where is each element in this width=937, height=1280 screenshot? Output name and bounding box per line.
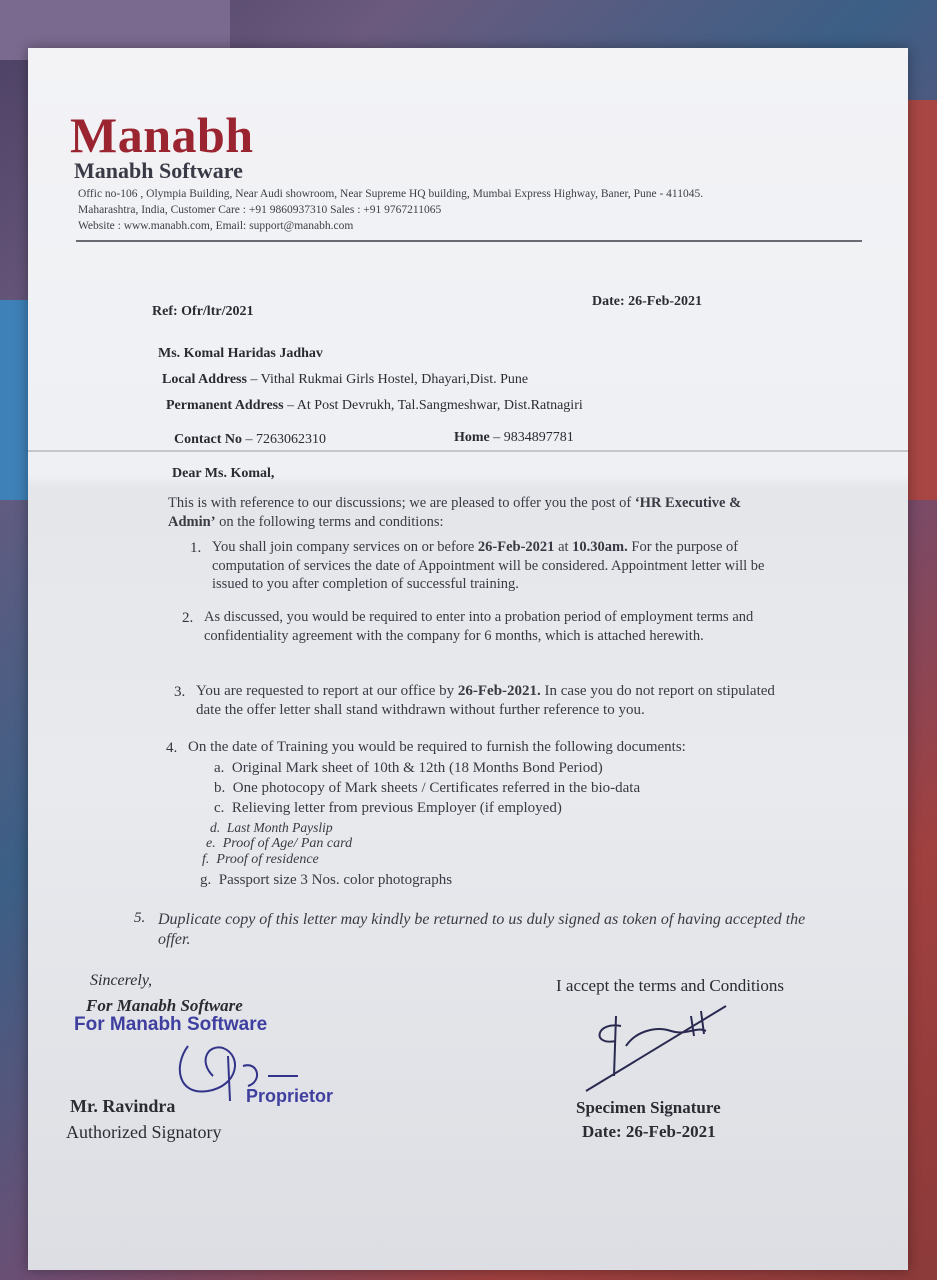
document-item [214,760,603,777]
contact-label: Contact No [174,432,243,447]
term-item-documents: On the date of Training you would be required to furnish the following documents: [188,739,686,755]
item-number: 4. [166,740,178,756]
document-letter: d. [210,820,221,835]
contact-value: – 7263062310 [242,432,327,447]
document-text: One photocopy of Mark sheets / Certificates referred in the bio-data [232,780,641,796]
address-line: Offic no-106 , Olympia Building, Near Audi showroom, Near Supreme HQ building, Mumbai Express Highway, Baner, Pune - 411045. [78,188,704,200]
joining-time: 10.30am. [572,539,628,555]
item-number: 1. [190,540,202,556]
intro-text: This is with reference to our discussions; we are pleased to offer you the post of [168,495,635,511]
recipient-name: Ms. Komal Haridas Jadhav [158,346,323,361]
signatory-name: Mr. Ravindra [70,1096,176,1116]
contact-line: Maharashtra, India, Customer Care : +91 9860937310 Sales : +91 9767211065 [78,204,442,216]
document-letter: c. [214,800,225,816]
document-letter: e. [206,836,216,851]
offer-letter-page [28,48,908,1270]
document-text: Last Month Payslip [226,820,333,835]
local-address [162,372,528,388]
document-text: Proof of Age/ Pan card [222,836,353,851]
signatory-role: Authorized Signatory [66,1122,222,1142]
for-company: For Manabh Software [86,996,243,1015]
item-number: 2. [182,610,194,626]
item-number: 3. [174,684,186,700]
intro-paragraph [168,494,778,531]
specimen-signature-label: Specimen Signature [576,1098,721,1117]
report-date: 26-Feb-2021. [457,683,541,699]
job-title: ‘HR Executive & Admin’ [168,495,742,530]
term-text: In case you do not report on stipulated date the offer letter shall stand withdrawn without further reference to you. [196,683,775,718]
local-address-value: – Vithal Rukmai Girls Hostel, Dhayari,Dist. Pune [246,372,529,387]
permanent-address-label: Permanent Address [166,398,284,413]
document-item [214,800,562,817]
company-logo: Manabh [70,107,254,163]
term-item-duplicate: Duplicate copy of this letter may kindly be returned to us duly signed as token of having accepted the offer. [158,911,806,948]
permanent-address [166,398,583,414]
term-item-joining [212,538,782,594]
header-divider [76,240,862,242]
document-letter: f. [202,852,210,867]
sincerely: Sincerely, [90,972,153,989]
document-text: Proof of residence [216,852,319,867]
document-item [202,852,319,868]
specimen-date: Date: 26-Feb-2021 [582,1122,716,1141]
home-value: – 9834897781 [489,430,574,445]
document-item [206,836,352,852]
term-item-probation: As discussed, you would be required to enter into a probation period of employment terms and confidentiality agreement with the company for 6 months, which is attached herewith. [204,609,754,644]
stamp-proprietor: Proprietor [246,1086,334,1106]
intro-text-end: on the following terms and conditions: [215,513,444,530]
document-item [210,820,333,836]
joining-date: 26-Feb-2021 [477,539,555,555]
document-letter: b. [214,780,226,796]
term-text: You shall join company services on or before [212,539,478,555]
paper-fold [28,450,908,452]
background-cloth-stripe [908,100,937,500]
background-cloth-stripe [0,300,30,500]
term-text: at [554,539,573,555]
company-name: Manabh Software [74,158,243,183]
document-text: Relieving letter from previous Employer (if employed) [231,800,562,816]
term-item-report [196,682,796,719]
reference-number: Ref: Ofr/ltr/2021 [152,304,254,319]
website-line: Website : www.manabh.com, Email: support@manabh.com [78,220,354,232]
term-text: You are requested to report at our office by [196,683,458,699]
company-stamp: For Manabh Software [74,1014,268,1035]
document-item [214,780,640,797]
contact-number [174,432,326,448]
document-text: Passport size 3 Nos. color photographs [218,872,453,888]
term-text: For the purpose of computation of services the date of Appointment will be considered. Appointment letter will be issued to you after completion of successful training. [212,539,765,592]
document-letter: a. [214,760,225,776]
document-text: Original Mark sheet of 10th & 12th (18 Months Bond Period) [231,760,603,776]
home-number [454,430,574,446]
document-item [200,872,452,889]
acceptance-text: I accept the terms and Conditions [556,976,785,995]
item-number: 5. [134,910,146,926]
candidate-signature [576,996,746,1096]
document-letter: g. [200,872,212,888]
home-label: Home [454,430,490,445]
salutation: Dear Ms. Komal, [172,466,275,481]
permanent-address-value: – At Post Devrukh, Tal.Sangmeshwar, Dist.Ratnagiri [283,398,583,413]
letter-date: Date: 26-Feb-2021 [592,294,703,309]
local-address-label: Local Address [162,372,247,387]
